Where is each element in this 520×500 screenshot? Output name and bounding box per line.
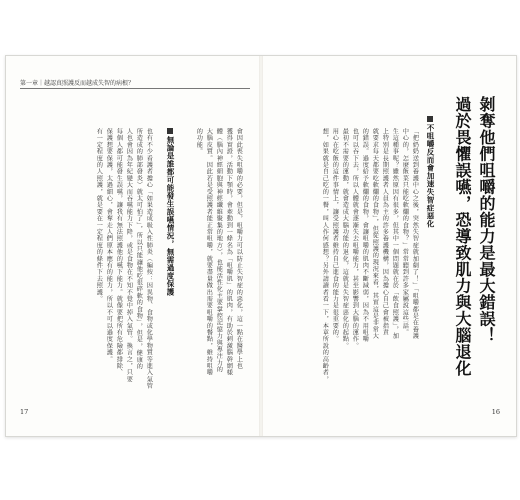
header-rule bbox=[20, 88, 250, 89]
body-paragraph: 生這種事呢？雖然原因有很多，但其中一個問題就在於「飲食照護」，加 bbox=[391, 128, 399, 340]
body-paragraph: 所造成的肺部發炎）就太可怕了」，所以只能讓他吃很碎軟的食物」，但是，健康的 bbox=[135, 128, 143, 370]
body-paragraph: 也有不少看護者擔心「如果造成吸入性肺炎（編按：因異物、食物或化學物質等進入氣管 bbox=[145, 128, 153, 390]
chapter-title: 剝奪他們咀嚼的能力是最大錯誤！ bbox=[477, 96, 496, 344]
left-page bbox=[6, 56, 260, 436]
body-paragraph: 有一定程度的人照護，就是要在一定程度的條件下去照護。 bbox=[95, 128, 103, 303]
body-paragraph: 的錯誤。過度給予軟爛的食物，會讓咀嚼的肌肉不斷減弱，因為不用咀嚼 bbox=[361, 128, 369, 343]
body-paragraph: 「把奶奶送到養護中心之後，突然失智症就加劇了！」「咀嚼都是在養護 bbox=[411, 128, 419, 340]
body-paragraph: 最初不需要的運動，就會造成大腦功能的退化，這就是失智症惡化的起點。 bbox=[341, 128, 349, 350]
body-paragraph: 體（腦內神經細胞與神經纖維聚集的地方），也能活性化主要掌控記憶力與專注力的 bbox=[215, 128, 223, 373]
body-paragraph: 上特別是長期照護者人員為主的許多養護機構，因為擔心自己會被指責 bbox=[381, 128, 389, 336]
section-subhead: 不咀嚼反而會加速失智症惡化 bbox=[426, 116, 435, 386]
page-number: 16 bbox=[491, 408, 500, 416]
chapter-title: 過於畏懼誤嚥，恐導致肌力與大腦退化 bbox=[453, 96, 472, 377]
body-paragraph: 想，如果就是自己吃的一餐，叫人作何感想？另外請讀者看一下，本章所說的高齡者， bbox=[321, 128, 329, 383]
right-page bbox=[262, 56, 516, 436]
subhead-marker bbox=[427, 116, 433, 122]
body-paragraph: 就要求每天都要吃軟爛的食物」，但從照護的現況來看，其實這是非常大 bbox=[371, 128, 379, 340]
book-spread bbox=[5, 55, 517, 437]
body-paragraph: 保護想要保護，太過細心，會奪走人們原本應有的能力，所以不可以過度保護。 bbox=[105, 128, 113, 363]
body-paragraph: 每個人都可能發生誤嚥，讓我有無法照護他的嚥下能力。就像要把所有危險都排除、 bbox=[115, 128, 123, 376]
subhead-marker bbox=[167, 128, 173, 134]
body-paragraph: 也可以吞下去，所以人體就會逐漸失去咀嚼能力，甚至影響到大腦的運作。 bbox=[351, 128, 359, 350]
body-paragraph: 人也會因為年紀變大而吞嚥能力下降，或是食物在不知不覺中掉入氣管。換言之，只要 bbox=[125, 128, 133, 383]
body-paragraph: 用心在吃飯的這件事情上，讓受照護者維持自己進食的能力是很重要的。 bbox=[331, 128, 339, 343]
body-paragraph: 中心的，怎麼飯菜只能吃軟爛的食物？」常常聽到許多家屬說這些話。 bbox=[401, 128, 409, 336]
body-paragraph: 的功能。 bbox=[195, 128, 203, 155]
body-paragraph: 會因此喪失咀嚼的必要，但是，咀嚼力可以防止失智症的惡化，這一點在醫學上也 bbox=[235, 128, 243, 370]
page-number: 17 bbox=[20, 408, 29, 416]
body-paragraph: 獲得實證，活動下顎時，會牽動到一條名為「咀嚼肌」的肌肉，有助於刺激腦幹網樣 bbox=[225, 128, 233, 376]
chapter-header: 第一章｜越認真照護反而越成失智的病根？ bbox=[20, 80, 135, 87]
section-subhead: 無論是誰都可能發生誤嚥情況，無需過度保護 bbox=[166, 128, 175, 398]
body-paragraph: 大腦皮質。因此若是受照護者能正常咀嚼，就要盡量做出需要咀嚼的餐點，維持咀嚼 bbox=[205, 128, 213, 376]
